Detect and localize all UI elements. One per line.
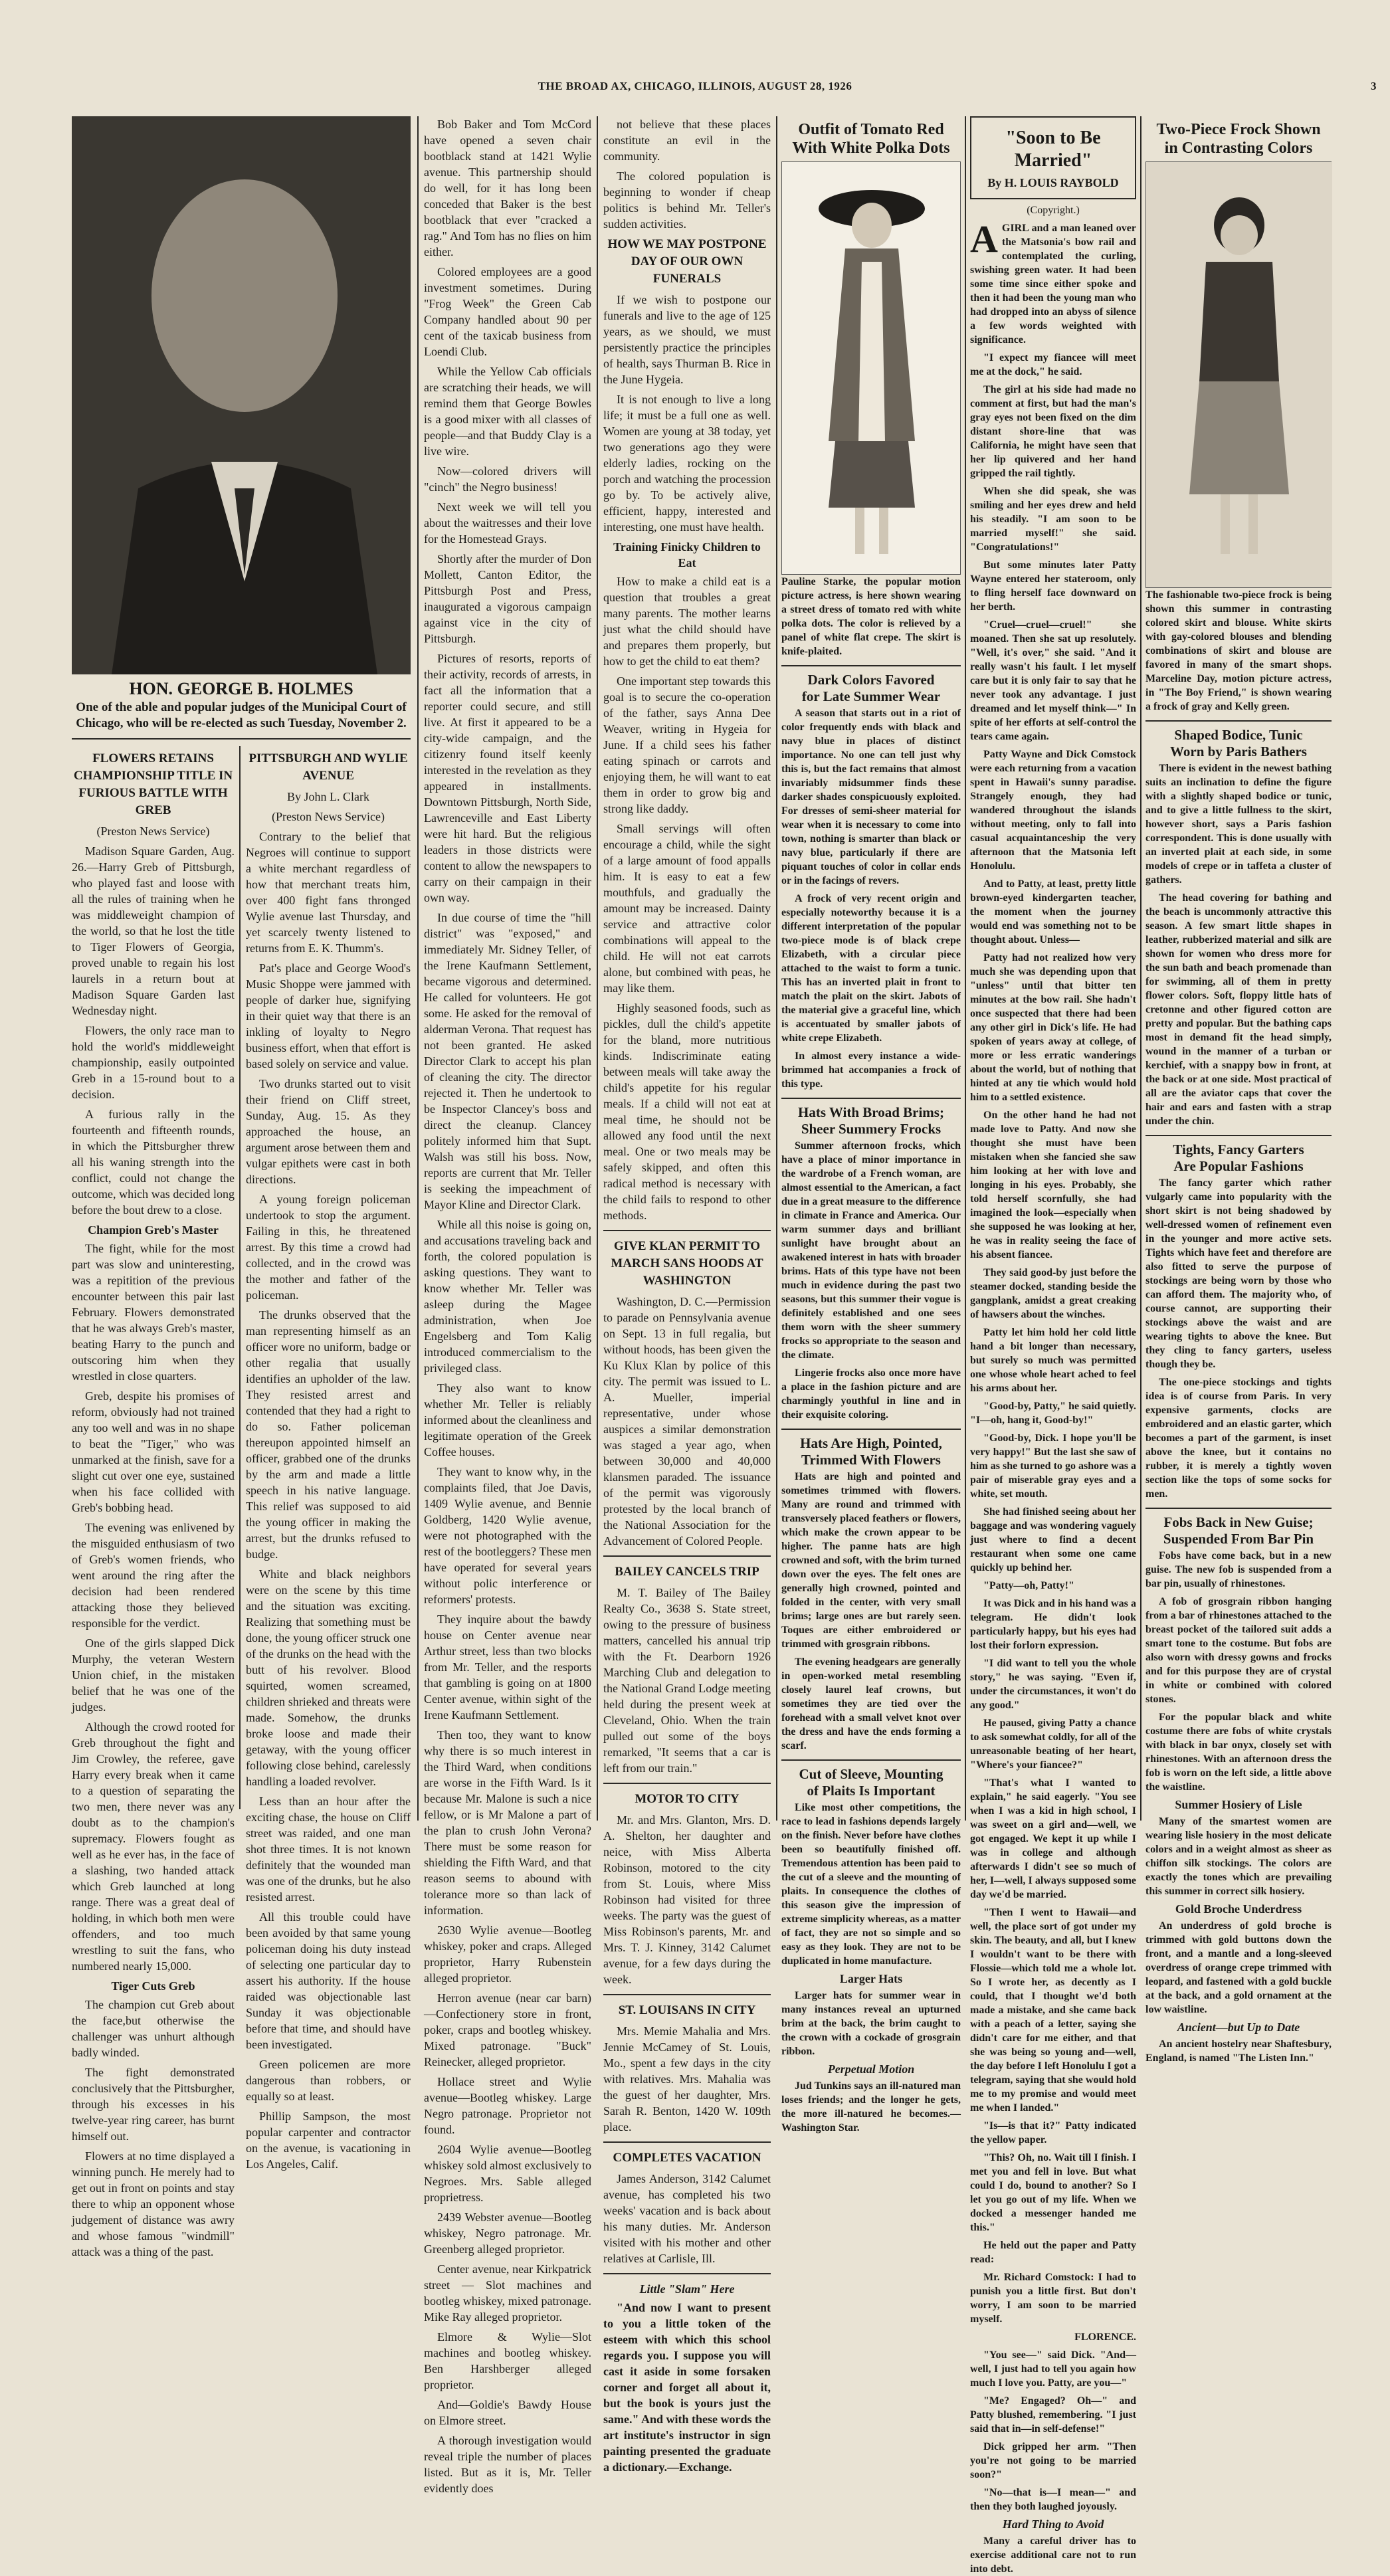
divider — [603, 1994, 771, 1995]
column-rule — [965, 116, 966, 1821]
paragraph: Many of the smartest women are wearing lisle hosiery in the most delicate colors and in a weight almost as sheer as chiffon silk stockings. The colors are exactly the tones which are prevailing this summer in correct silk hosiery. — [1145, 1816, 1332, 1897]
paragraph: A frock of very recent origin and especially noteworthy because it is a different interpretation of the popular two-piece mode is of black crepe Elizabeth, with a circular piece attached to the waist to form a tunic. This has an inverted plait in front to match the plait on the skirt. Jabots of the material give a graceful line, which is accentuated by smaller jabots of white crepe Elizabeth. — [781, 893, 961, 1044]
left-section — [72, 116, 411, 2258]
paragraph: Although the crowd rooted for Greb throughout the fight and Jim Crowley, the referee, gave Harry every break when it came to a question of separating the two men, there never was any doubt as to the champion's supremacy. Flowers fought as well as he ever has, in the face of a slashing, two handed attack which Greb launched at long range. There was a great deal of holding, in which both men were offenders, and too much wrestling to suit the fans, who numbered nearly 15,000. — [72, 1720, 235, 1973]
pointed-headline-1: Hats Are High, Pointed, — [800, 1435, 942, 1451]
paragraph: They want to know why, in the complaints filed, that Joe Davis, 1409 Wylie avenue, and Bennie Goldberg, 1420 Wylie avenue, were not photographed with the rest of the bootleggers? These men have operated for several years without polic interference or reformers' protests. — [424, 1465, 591, 1606]
paragraph: The fancy garter which rather vulgarly came into popularity with the short skirt is not being shadowed by well-dressed women of refinement even in the younger and more active sets. Tights which have feet and therefore are also fitted to serve the purpose of stockings are being worn by those who can afford them. The majority who, of course cannot, are supporting their stockings above the waist and are wearing tights to above the knee. But they cling to fancy garters, useless though they be. — [1145, 1177, 1332, 1370]
paragraph: They said good-by just before the steamer docked, standing beside the gangplank, amidst a great creaking of hawsers about the winches. — [970, 1267, 1136, 1320]
garters-headline-1: Tights, Fancy Garters — [1173, 1141, 1304, 1157]
fashion-figure-image — [782, 162, 961, 574]
paragraph: The colored population is beginning to wonder if cheap politics is behind Mr. Teller's sudden activities. — [603, 169, 771, 231]
perpetual-headline: Perpetual Motion — [827, 2062, 915, 2076]
paragraph: Many a careful driver has to exercise additional care not to run into debt. — [970, 2535, 1136, 2575]
paragraph: "You see—" said Dick. "And—well, I just had to tell you again how much I love you. Patty, are you—" — [970, 2349, 1136, 2389]
column-rule — [776, 116, 777, 1821]
paragraph: Next week we will tell you about the waitresses and their love for the Homestead Grays. — [424, 500, 591, 545]
hats-headline-1: Hats With Broad Brims; — [798, 1104, 944, 1120]
column-rule — [597, 116, 598, 1821]
paragraph: Larger hats for summer wear in many instances reveal an upturned brim at the back, the brim caught to the crown with a cockade of grosgrain ribbon. — [781, 1990, 961, 2057]
paragraph: The one-piece stockings and tights idea is of course from Paris. In very expensive garments, clocks are embroidered and an elastic garter, which becomes a part of the garment, is inset above the knee, but it contains no rubber, it is merely a tightly woven section like the tops of some socks for men. — [1145, 1377, 1332, 1500]
brocade-headline: Gold Broche Underdress — [1175, 1902, 1302, 1916]
frock-illustration — [1145, 161, 1332, 588]
paragraph: "Good-by, Dick. I hope you'll be very happy!" But the last she saw of him as she turned to go ashore was a pair of miserable gray eyes and a white, set mouth. — [970, 1433, 1136, 1500]
paragraph: If we wish to postpone our funerals and live to the age of 125 years, as we should, we must persistently practice the principles of health, says Thurman B. Rice in the June Hygeia. — [603, 293, 771, 386]
hats-headline-2: Sheer Summery Frocks — [801, 1121, 942, 1137]
paragraph: Patty had not realized how very much she was depending upon that "unless" until that bitter ten minutes at the bow rail. She hadn't once suspected that there had been any other girl in Dick's life. He had spoken of years away at college, of more or less erratic wanderings about the world, but of nothing that hinted at any tie which would hold him to a settled existence. — [970, 952, 1136, 1103]
flowers-article — [72, 746, 235, 2264]
ancient-headline: Ancient—but Up to Date — [1177, 2021, 1300, 2034]
paragraph: Green policemen are more dangerous than robbers, or equally so at least. — [246, 2058, 411, 2103]
fobs-headline-2: Suspended From Bar Pin — [1163, 1531, 1314, 1547]
paragraph: not believe that these places constitute an evil in the community. — [603, 118, 771, 163]
divider — [781, 665, 961, 666]
paragraph: The champion cut Greb about the face,but otherwise the challenger was unhurt although badly winded. — [72, 1998, 235, 2059]
paragraph: Center avenue, near Kirkpatrick street — Slot machines and bootleg whiskey, mixed patronage. Mike Ray alleged proprietor. — [424, 2262, 591, 2324]
paragraph: "And now I want to present to you a little token of the esteem with which this school regards you. I suppose you will cast it aside in some forsaken corner and forget all about it, but the book is yours just the same." And with these words the art institute's instructor in sign painting presented the graduate a dictionary.—Exchange. — [603, 2301, 771, 2474]
flowers-headline: FLOWERS RETAINS CHAMPIONSHIP TITLE IN FURIOUS BATTLE WITH GREB — [73, 751, 233, 817]
frock-title-line2: in Contrasting Colors — [1164, 140, 1313, 157]
paragraph: An underdress of gold broche is trimmed with gold buttons down the front, and a mantle and a long-sleeved overdress of orange crepe trimmed with leopard, and fastened with a gold buckle at the back, and a gold ornament at the low waistline. — [1145, 1920, 1332, 2015]
paragraph: In due course of time the "hill district" was "exposed," and immediately Mr. Sidney Teller, of the Irene Kaufmann Settlement, became vigorous and determined. He called for volunteers. He got some. He asked for the removal of alderman Verona. That request has not been granted. He asked Director Clark to accept his plan of cleaning the city. The director rejected it. Then he undertook to be Inspector Clancey's boss and direct the cleanup. Clancey politely informed him that Supt. Walsh was still his boss. Now, reports are current that Mr. Teller is seeking the impeachment of Mayor Kline and Director Clark. — [424, 911, 591, 1211]
paragraph: The drunks observed that the man representing himself as an officer wore no uniform, badge or other regalia that usually identifies an upholder of the law. They resisted arrest and contended that they had a right to do so. Father policeman thereupon appointed himself an officer, grabbed one of the drunks by the arm and made a little speech in his native language. This relief was supposed to aid the young officer in making the arrest, but the drunks refused to budge. — [246, 1308, 411, 1561]
larger-hats-headline: Larger Hats — [839, 1972, 903, 1985]
paragraph: And to Patty, at least, pretty little brown-eyed kindergarten teacher, the moment when the journey would end was something not to be thought about. Unless— — [970, 878, 1136, 945]
paragraph: Mr. and Mrs. Glanton, Mrs. D. A. Shelton, her daughter and neice, with Miss Alberta Robinson, motored to the city from St. Louis, where Miss Robinson had visited for three weeks. The party was the guest of Miss Robinson's parents, Mr. and Mrs. T. J. Kinney, 3142 Calumet avenue, for a few days during the week. — [603, 1813, 771, 1986]
paragraph: When she did speak, she was smiling and her eyes drew and held his steadily. "I am soon to be married myself!" she said. "Congratulations!" — [970, 486, 1136, 553]
page-number: 3 — [1371, 80, 1377, 92]
telegram-text: Mr. Richard Comstock: I had to punish you a little first. But don't worry, I am soon to be married myself. — [970, 2272, 1136, 2325]
paragraph: "No—that is—I mean—" and then they both laughed joyously. — [970, 2487, 1136, 2512]
paragraph: Lingerie frocks also once more have a place in the fashion picture and are charmingly youthful in line and in their exquisite coloring. — [781, 1367, 961, 1421]
divider — [603, 1555, 771, 1557]
paragraph: Two drunks started out to visit their friend on Cliff street, Sunday, Aug. 15. As they approached the house, an argument arose between them and vulgar epithets were cast in both directions. — [246, 1077, 411, 1186]
paragraph: It is not enough to live a long life; it must be a full one as well. Women are young at 38 today, yet two generations ago they were elderly ladies, rocking on the porch and watching the procession go by. To be actively alive, efficient, happy, interested and interesting, one must have health. — [603, 393, 771, 534]
pittsburgh-byline: By John L. Clark — [287, 790, 369, 803]
divider — [603, 2141, 771, 2143]
paragraph: And—Goldie's Bawdy House on Elmore street. — [424, 2398, 591, 2427]
paragraph: One important step towards this goal is to secure the co-operation of the father, says Anna Dee Weaver, writing in Hygeia for June. If a child sees his father eating spinach or carrots and enjoying them, he will want to eat them in order to grow big and strong like daddy. — [603, 674, 771, 815]
paragraph: Herron avenue (near car barn)—Confectionery store in front, poker, craps and bootleg whiskey. Mixed patronage. "Buck" Reinecker, alleged proprietor. — [424, 1991, 591, 2068]
tomato-caption: Pauline Starke, the popular motion picture actress, is here shown wearing a street dress of tomato red with white polka dots. The color is relieved by a panel of white flat crepe. The skirt is knife-plaited. — [781, 576, 961, 657]
paragraph: All this trouble could have been avoided by that same young policeman doing his duty instead of selecting one particular day to assert his authority. If the house raided was objectionable last Sunday it was objectionable before that time, and should have been investigated. — [246, 1910, 411, 2051]
story-byline: By H. LOUIS RAYBOLD — [987, 176, 1119, 189]
paragraph: Phillip Sampson, the most popular carpenter and contractor on the avenue, is vacationing in Los Angeles, Calif. — [246, 2110, 411, 2171]
fobs-headline-1: Fobs Back in New Guise; — [1163, 1514, 1314, 1530]
tomato-dress-illustration — [781, 161, 961, 575]
paragraph: A fob of grosgrain ribbon hanging from a bar of rhinestones attached to the breast pocket of the tailored suit adds a smart tone to the costume. But fobs are also worn with dressy gowns and frocks and for this purpose they are of crystal in white or combined with colored stones. — [1145, 1596, 1332, 1705]
paragraph: Flowers, the only race man to hold the world's middleweight championship, easily outpointed Greb in a 15-round bout to a decision. — [72, 1024, 235, 1101]
paragraph: "I did want to tell you the whole story," he was saying. "Even if, under the circumstances, it won't do any good." — [970, 1658, 1136, 1711]
paragraph: "I expect my fiancee will meet me at the dock," he said. — [970, 352, 1136, 377]
paragraph: "That's what I wanted to explain," he said eagerly. "You see when I was a kid in high school, I was sweet on a girl and—well, we got engaged. We kept it up while I was in college and although afterwards I didn't see so much of her, I—well, I always supposed some day we'd be married. — [970, 1777, 1136, 1900]
tomato-title-line1: Outfit of Tomato Red — [798, 121, 944, 138]
paragraph: Washington, D. C.—Permission to parade on Pennsylvania avenue on Sept. 13 in full regalia, but without hoods, has been given the Ku Klux Klan by police of this city. The permit was issued to L. A. Mueller, imperial representative, under whose auspices a similar demonstration was staged a year ago, when between 30,000 and 40,000 klansmen paraded. The issuance of the permit was vigorously protested by the local branch of the National Association for the Advancement of Colored People. — [603, 1295, 771, 1547]
fashion-figure-image — [1146, 162, 1332, 587]
drop-cap: A — [970, 217, 998, 260]
paragraph: Shortly after the murder of Don Mollett, Canton Editor, the Pittsburgh Post and Press, inaugurated a vigorous campaign against vice in the city of Pittsburgh. — [424, 552, 591, 645]
paragraph: In almost every instance a wide-brimmed hat accompanies a frock of this type. — [781, 1050, 961, 1090]
holmes-name: HON. GEORGE B. HOLMES — [129, 679, 353, 698]
paragraph: A furious rally in the fourteenth and fifteenth rounds, in which the Pittsburgher threw all his waning strength into the conflict, could not change the outcome, which was decided long before the bout drew to a close. — [72, 1108, 235, 1217]
paragraph: Colored employees are a good investment sometimes. During "Frog Week" the Green Cab Company handled about 90 per cent of the taxicab business from Loendi Club. — [424, 265, 591, 358]
paragraph: A young foreign policeman undertook to stop the argument. Failing in this, he threatened arrest. By this time a crowd had collected, and in the crowd was the mother and father of the policeman. — [246, 1193, 411, 1302]
garters-headline-2: Are Popular Fashions — [1173, 1158, 1304, 1174]
paragraph: Like most other competitions, the race to lead in fashions depends largely on the finish. Never before have clothes been so beautifully finished off. Tremendous attention has been paid to the cut of a sleeve and the mounting of plaits. In consequence the clothes of this season give the impression of extreme simplicity whereas, as a matter of fact, they are not so simple and so easy as they look. They are not to be duplicated in home manufacture. — [781, 1802, 961, 1967]
paragraph: While the Yellow Cab officials are scratching their heads, we will remind them that George Bowles is a good mixer with all classes of people—and that Buddy Clay is a live wire. — [424, 365, 591, 458]
paragraph: Flowers at no time displayed a winning punch. He merely had to get out in front on points and stay there to whip an opponent whose judgement of distance was awry and whose famous "windmill" attack was a thing of the past. — [72, 2149, 235, 2258]
column-3 — [424, 116, 591, 2495]
paragraph: Jud Tunkins says an ill-natured man loses friends; and the longer he gets, the more ill-natured he becomes.—Washington Star. — [781, 2080, 961, 2133]
column-5 — [781, 116, 961, 2133]
column-7 — [1145, 116, 1332, 2064]
paragraph: "Then I went to Hawaii—and well, the place sort of got under my skin. The beauty, and all, but I knew I wouldn't want to be there with Flossie—which told me a whole lot. So I wrote her, as decently as I could, that I thought we'd both made a mistake, and she came back with a peach of a letter, saying she didn't care for me either, and that she was being so young and—well, the day before I left Honolulu I got a telegram, saying that she would hold me to my promise and would meet me when I landed." — [970, 1907, 1136, 2114]
divider — [1145, 1135, 1332, 1136]
dark-headline-2: for Late Summer Wear — [801, 688, 941, 704]
paragraph: Greb, despite his promises of reform, obviously had not trained any too well and was in no shape to beat the "Tiger," who was unmarked at the finish, save for a slight cut over one eye, sustained when his face collided with Greb's bobbing head. — [72, 1389, 235, 1514]
paragraph: One of the girls slapped Dick Murphy, the veteran Western Union chief, in the mistaken belief that he was one of the judges. — [72, 1636, 235, 1714]
column-rule — [1140, 116, 1142, 1821]
column-4 — [603, 116, 771, 2474]
paragraph: James Anderson, 3142 Calumet avenue, has completed his two weeks' vacation and is back about his many duties. Mr. Anderson visited with his mother and other relatives at Carlisle, Ill. — [603, 2172, 771, 2265]
paragraph: The fight demonstrated conclusively that the Pittsburgher, through his excesses in his twelve-year ring career, has burnt himself out. — [72, 2066, 235, 2143]
paragraph: The evening headgears are generally in open-worked metal resembling closely laurel leaf crowns, but sometimes they are tied over the forehead with a small velvet knot over the dress and have the ends forming a scarf. — [781, 1656, 961, 1751]
divider — [603, 2273, 771, 2274]
paragraph: "Patty—oh, Patty!" — [983, 1580, 1074, 1591]
divider — [1145, 1508, 1332, 1509]
paragraph: Mrs. Memie Mahalia and Mrs. Jennie McCamey of St. Louis, Mo., spent a few days in the city with relatives. Mrs. Mahalia was the guest of her daughter, Mrs. Sarah R. Benton, 1420 W. 109th place. — [603, 2025, 771, 2133]
paragraph: For the popular black and white costume there are fobs of white crystals with black in bar onyx, closely set with rhinestones. With an afternoon dress the fob is worn on the left side, a little above the waistline. — [1145, 1712, 1332, 1793]
paragraph: Contrary to the belief that Negroes will continue to support a white merchant regardless of how that merchant treats him, over 400 fight fans thronged Wylie avenue last Thursday, and yet scarcely twenty listened to returns from E. K. Thumm's. — [246, 830, 411, 955]
paragraph: M. T. Bailey of The Bailey Realty Co., 3638 S. State street, owing to the pressure of business matters, cancelled his annual trip with the Ft. Dearborn 1926 Marching Club and delegation to the National Grand Lodge meeting held during the present week at Cleveland, Ohio. When the train pulled out some of the boys remarked, "It seems that a car is left from our train." — [603, 1586, 771, 1775]
paragraph: Less than an hour after the exciting chase, the house on Cliff street was raided, and one man shot three times. It is not known definitely that the wounded man was one of the drunks, but he also resisted arrest. — [246, 1795, 411, 1904]
divider — [603, 1230, 771, 1231]
tomato-title-line2: With White Polka Dots — [792, 140, 950, 157]
masthead — [13, 80, 1377, 106]
paragraph: Highly seasoned foods, such as pickles, dull the child's appetite for the bland, more nutritious kinds. Indiscriminate eating between meals will take away the child's appetite for his regular meals. If a child will not eat at meal time, he should not be allowed any food until the next meal. One or two meals may be safely skipped, and often this radical method is necessary with the child fails to respond to other methods. — [603, 1001, 771, 1222]
subhead: Tiger Cuts Greb — [111, 1979, 195, 1993]
paragraph: "Me? Engaged? Oh—" and Patty blushed, remembering. "I just said that in—in self-defense!" — [970, 2395, 1136, 2434]
paragraph: Patty Wayne and Dick Comstock were each returning from a vacation spent in Hawaii's sunny paradise. Strangely enough, they had wandered throughout the islands without meeting, only to fall into casual acquaintanceship the very afternoon that the Matsonia left Honolulu. — [970, 749, 1136, 872]
bailey-headline: BAILEY CANCELS TRIP — [615, 1565, 759, 1579]
column-rule — [239, 746, 241, 1809]
paragraph: A thorough investigation would reveal triple the number of places listed. But as it is, Mr. Teller evidently does — [424, 2434, 591, 2495]
paragraph: Madison Square Garden, Aug. 26.—Harry Greb of Pittsburgh, who played fast and loose with all the rules of training when he was middleweight champion of the world, so that he lost the title to Tiger Flowers of Georgia, proved unable to regain his lost laurels in a return bout at Madison Square Garden last Wednesday night. — [72, 844, 235, 1017]
flowers-service: (Preston News Service) — [96, 825, 210, 838]
divider — [781, 1759, 961, 1761]
story-title-box — [970, 116, 1136, 199]
paragraph: On the other hand he had not made love to Patty. And now she thought she must have been mistaken when she fancied she saw him looking at her with love and longing in his eyes. Probably, she told herself scornfully, she had imagined the look—especially when she supposed he was looking at her, he was in reality seeing the face of his absent fiancee. — [970, 1110, 1136, 1260]
paragraph: But some minutes later Patty Wayne entered her stateroom, only to fling herself face downward on her berth. — [970, 559, 1136, 613]
paragraph: Fobs have come back, but in a new guise. The new fob is suspended from a bar pin, usually of rhinestones. — [1145, 1550, 1332, 1589]
klan-headline: GIVE KLAN PERMIT TO MARCH SANS HOODS AT WASHINGTON — [611, 1239, 763, 1288]
paragraph: A season that starts out in a riot of color frequently ends with black and navy blue in places of distinct importance. No one can tell just why this is, but the fact remains that almost invariably midsummer finds these darker shades conspicuously exploited. For dresses of semi-sheer material for wear when it is necessary to come into town, nothing is smarter than black or navy blue, particularly if there are piquant touches of color in collar ends or in the facings of revers. — [781, 708, 961, 886]
paragraph: An ancient hostelry near Shaftesbury, England, is named "The Listen Inn." — [1145, 2038, 1332, 2064]
stlouis-headline: ST. LOUISANS IN CITY — [618, 2003, 756, 2017]
slam-headline: Little "Slam" Here — [639, 2282, 735, 2296]
avoid-headline: Hard Thing to Avoid — [1002, 2518, 1104, 2531]
pittsburgh-service: (Preston News Service) — [272, 810, 385, 823]
divider — [781, 1429, 961, 1430]
divider — [1145, 720, 1332, 722]
bodice-headline-1: Shaped Bodice, Tunic — [1174, 727, 1303, 743]
tomato-title — [781, 120, 961, 157]
sleeve-headline-1: Cut of Sleeve, Mounting — [799, 1766, 943, 1782]
divider — [603, 1783, 771, 1784]
dark-headline-1: Dark Colors Favored — [807, 672, 935, 688]
column-6 — [970, 116, 1136, 2575]
paragraph — [970, 217, 1136, 347]
divider — [781, 1098, 961, 1099]
motor-headline: MOTOR TO CITY — [635, 1792, 740, 1806]
paragraph: They inquire about the bawdy house on Center avenue near Arthur street, less than two blocks from Mr. Teller, and the resports that gambling is going on at 1800 Center avenue, within sight of the Irene Kaufmann Settlement. — [424, 1613, 591, 1722]
portrait-image — [72, 116, 411, 674]
pittsburgh-headline: PITTSBURGH AND WYLIE AVENUE — [248, 751, 408, 783]
telegram-signature: FLORENCE. — [1074, 2331, 1136, 2343]
frock-caption: The fashionable two-piece frock is being shown this summer in contrasting colored skirt and blouse. White skirts with gay-colored blouses and blending combinations of skirt and blouse are favored in many of the smart shops. Marceline Day, motion picture actress, in "The Boy Friend," is shown wearing a frock of gray and Kelly green. — [1145, 589, 1332, 712]
divider — [72, 738, 411, 740]
paragraph: It was Dick and in his hand was a telegram. He didn't look particularly happy, but his eyes had lost their forlorn expression. — [970, 1598, 1136, 1651]
holmes-portrait — [72, 116, 411, 674]
paragraph: "Good-by, Patty," he said quietly. "I—oh, hang it, Good-by!" — [970, 1401, 1136, 1426]
paragraph: There is evident in the newest bathing suits an inclination to define the figure with a slightly shaped bodice or tunic, and to give a little fullness to the skirt, however short, says a Paris fashion correspondent. This is done usually with an inverted plait at each side, in some models of crepe or in taffeta a cluster of gathers. — [1145, 763, 1332, 886]
paragraph: He paused, giving Patty a chance to ask somewhat coldly, for all of the unreasonable beating of her heart, "Where's your fiancee?" — [970, 1718, 1136, 1771]
paragraph: While all this noise is going on, and accusations traveling back and forth, the colored population is asking questions. They want to know whether Mr. Teller was asleep during the Magee administration, when Joe Engelsberg and Tom Kalig introduced commercialism to the privileged class. — [424, 1218, 591, 1375]
masthead-title: THE BROAD AX, CHICAGO, ILLINOIS, AUGUST 28, 1926 — [538, 80, 852, 92]
sleeve-headline-2: of Plaits Is Important — [807, 1783, 936, 1799]
story-copyright: (Copyright.) — [1027, 205, 1080, 216]
column-rule — [417, 116, 419, 1821]
pointed-headline-2: Trimmed With Flowers — [801, 1452, 941, 1468]
paragraph: Hollace street and Wylie avenue—Bootleg whiskey. Large Negro patronage. Proprietor not found. — [424, 2075, 591, 2136]
paragraph: Small servings will often encourage a child, while the sight of a large amount of food appalls him. It is easy to eat a few mouthfuls, and gradually the amount may be increased. Dainty service and attractive color combinations will appeal to the child. He will not eat carrots alone, but combined with peas, he may like them. — [603, 822, 771, 995]
pittsburgh-article — [246, 746, 411, 2176]
subhead: Champion Greb's Master — [88, 1223, 219, 1237]
frock-title — [1145, 120, 1332, 157]
paragraph: They also want to know whether Mr. Teller is reliably informed about the cleanliness and legitimate operation of the Greek Coffee houses. — [424, 1381, 591, 1458]
story-title: "Soon to Be Married" — [1005, 128, 1101, 171]
paragraph: "Cruel—cruel—cruel!" she moaned. Then she sat up resolutely. "Well, it's over," she said. "And it really wasn't his fault. I let myself care but it is only fair to say that he never took any advantage. I just dreamed and let myself think—" In spite of her efforts at self-control the tears came again. — [970, 619, 1136, 742]
story-opening: GIRL and a man leaned over the Matsonia's bow rail and contemplated the curling, swishing green water. It had been some time since either spoke and then it had been the young man who had dropped into an abyss of silence a few words weighted with significance. — [970, 223, 1136, 346]
paragraph: White and black neighbors were on the scene by this time and the situation was exciting. Realizing that something must be done, the young officer struck one of the drunks on the head with the butt of his revolver. Blood squirted, women screamed, children shrieked and threats were made. Somehow, the drunks broke loose and made their getaway, with the young officer following close behind, carelessly handling a loaded revolver. — [246, 1567, 411, 1788]
paragraph: Summer afternoon frocks, which have a place of minor importance in the wardrobe of a French woman, are almost essential to the American, a fact due in a great measure to the difference in climate in France and America. Our warm summer days and brilliant sunlight have brought about an awakened interest in hats with broader brims. Hats of this type have not been much in evidence during the past two seasons, but this summer their vogue is definitely established and one sees them worn with the sheer summery frocks so appropriate to the season and the climate. — [781, 1140, 961, 1361]
paragraph: The girl at his side had made no comment at first, but had the man's gray eyes not been fixed on the dim distant shore-line that was California, he might have seen that her lip quivered and her hand gripped the rail tightly. — [970, 384, 1136, 479]
paragraph: The fight, while for the most part was slow and uninteresting, was a repitition of the previous encounter between this pair last February. Flowers demonstrated that he was always Greb's master, beating Harry to the punch and outscoring him when they wrestled in close quarters. — [72, 1242, 235, 1383]
bodice-headline-2: Worn by Paris Bathers — [1170, 743, 1307, 759]
paragraph: 2604 Wylie avenue—Bootleg whiskey sold almost exclusively to Negroes. Mrs. Sable alleged proprietress. — [424, 2143, 591, 2204]
paragraph: "Is—is that it?" Patty indicated the yellow paper. — [970, 2120, 1136, 2145]
paragraph: Patty let him hold her cold little hand a bit longer than necessary, but surely so much was permitted one whose whole heart ached to feel his arms about her. — [970, 1327, 1136, 1394]
funerals-headline: HOW WE MAY POSTPONE DAY OF OUR OWN FUNERALS — [607, 237, 767, 286]
paragraph: Dick gripped her arm. "Then you're not going to be married soon?" — [970, 2441, 1136, 2480]
paragraph: Elmore & Wylie—Slot machines and bootleg whiskey. Ben Harshberger alleged proprietor. — [424, 2330, 591, 2391]
paragraph: She had finished seeing about her baggage and was wondering vaguely just where to find a decent restaurant when some one came quickly up behind her. — [970, 1506, 1136, 1573]
paragraph: Pictures of resorts, reports of their activity, records of arrests, in fact all the information that a reporter could secure, and still live. At first it appeared to be a city-wide campaign, and the citizenry found itself keenly interested in the revelation as they appeared in installments. Downtown Pittsburgh, North Side, Lawrenceville and East Liberty were hit hard. But the religious leaders in those districts were content to allow the newspapers to carry on their campaign in their own way. — [424, 652, 591, 904]
hosiery-headline: Summer Hosiery of Lisle — [1175, 1798, 1302, 1811]
finicky-subhead: Training Finicky Children to Eat — [613, 540, 761, 569]
paragraph: Hats are high and pointed and sometimes trimmed with flowers. Many are round and trimmed with transversely placed feathers or flowers, which make the crown appear to be higher. The panne hats are high crowned and soft, with the brim turned down over the eyes. The felt ones are generally high crowned, pointed and folded in the center, with very small brims; large ones are but rarely seen. Toques are either embroidered or trimmed with grosgrain ribbons. — [781, 1471, 961, 1650]
paragraph: "This? Oh, no. Wait till I finish. I met you and fell in love. But what could I do, bound to another? So I let you go out of my life. When we docked a messenger handed me this." — [970, 2152, 1136, 2233]
holmes-caption: One of the able and popular judges of the Municipal Court of Chicago, who will be re-elected as such Tuesday, November 2. — [76, 700, 407, 730]
frock-title-line1: Two-Piece Frock Shown — [1156, 121, 1321, 138]
paragraph: The head covering for bathing and the beach is uncommonly attractive this season. A few smart little shapes in leather, rubberized material and silk are shown for women who dress more for the sun bath and beach promenade than for swimming, all of them in pretty flower colors. Soft, floppy little hats of cretonne and other figured cotton are pretty and popular. But the bathing caps most in demand fit the head simply, wound in the manner of a turban or kerchief, with a snappy bow in front, at the back or at one side. Most practical of all are the aviator caps that cover the hair and ears and fasten with a strap under the chin. — [1145, 892, 1332, 1127]
paragraph: How to make a child eat is a question that troubles a great many parents. The mother learns just what the child should have and prepares them properly, but how to get the child to eat them? — [603, 575, 771, 668]
paragraph: Bob Baker and Tom McCord have opened a seven chair bootblack stand at 1421 Wylie avenue. This partnership should do well, for it has long been conceded that Baker is the best bootblack that ever "cracked a rag." And Tom has no flies on him either. — [424, 118, 591, 258]
paragraph: The evening was enlivened by the misguided enthusiasm of two of Greb's women friends, who went around the ring after the decision had been rendered attacking those they believed responsible for the verdict. — [72, 1521, 235, 1630]
paragraph: He held out the paper and Patty read: — [970, 2240, 1136, 2265]
paragraph: Then too, they want to know why there is so much interest in the Third Ward, when conditions are worse in the Fifth Ward. Is it because Mr. Malone is such a nice fellow, or is Mr Malone a part of the plan to crush John Verona? There must be some reason for shielding the Fifth Ward, and that reason seems to abound with tolerance more so than lack of information. — [424, 1728, 591, 1917]
paragraph: Pat's place and George Wood's Music Shoppe were jammed with people of darker hue, signifying in their quiet way that there is an inkling of loyalty to Negro business effort, when that effort is based solely on service and value. — [246, 961, 411, 1070]
paragraph: 2630 Wylie avenue—Bootleg whiskey, poker and craps. Alleged proprietor, Harry Rubenstein alleged proprietor. — [424, 1924, 591, 1985]
paragraph: Now—colored drivers will "cinch" the Negro business! — [424, 464, 591, 494]
paragraph: 2439 Webster avenue—Bootleg whiskey, Negro patronage. Mr. Greenberg alleged proprietor. — [424, 2211, 591, 2256]
vacation-headline: COMPLETES VACATION — [613, 2151, 761, 2165]
